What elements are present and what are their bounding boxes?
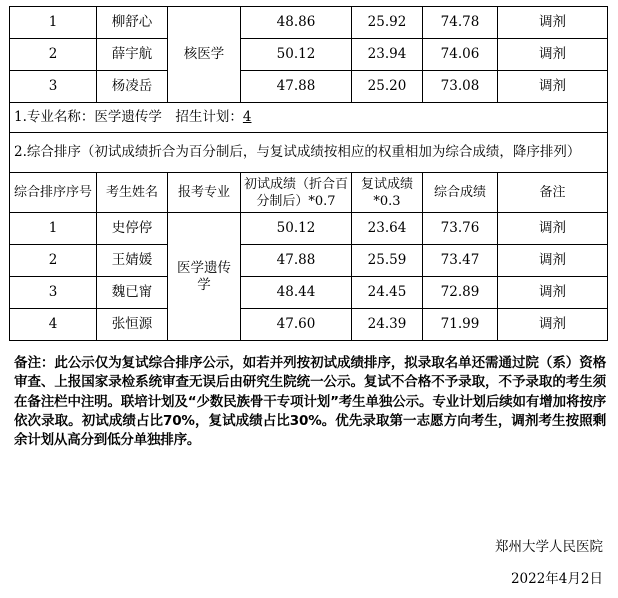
table-row <box>10 7 608 39</box>
admission-ranking-table <box>9 6 608 341</box>
table-row <box>10 309 608 341</box>
rank-cell: 3 <box>10 71 97 103</box>
organization-name: 郑州大学人民医院 <box>495 539 603 555</box>
header-major: 报考专业 <box>168 173 241 213</box>
header-initial-score: 初试成绩（折合百分制后）*0.7 <box>241 173 352 213</box>
rank-cell: 4 <box>10 309 97 341</box>
total-score-cell: 74.78 <box>423 7 498 39</box>
header-retest-score: 复试成绩*0.3 <box>352 173 423 213</box>
initial-score-cell: 47.60 <box>241 309 352 341</box>
retest-score-cell: 25.59 <box>352 245 423 277</box>
remark-cell: 调剂 <box>498 245 608 277</box>
table-row <box>10 277 608 309</box>
total-score-cell: 72.89 <box>423 277 498 309</box>
total-score-cell: 71.99 <box>423 309 498 341</box>
table-row <box>10 245 608 277</box>
initial-score-cell: 47.88 <box>241 71 352 103</box>
retest-score-cell: 24.45 <box>352 277 423 309</box>
name-cell: 薛宇航 <box>97 39 168 71</box>
rank-cell: 1 <box>10 213 97 245</box>
retest-score-cell: 23.94 <box>352 39 423 71</box>
rank-cell: 2 <box>10 39 97 71</box>
ranking-rule-info: 2.综合排序（初试成绩折合为百分制后，与复试成绩按相应的权重相加为综合成绩，降序排列） <box>10 133 608 173</box>
major-plan-info <box>10 103 608 133</box>
rank-cell: 1 <box>10 7 97 39</box>
name-cell: 张恒源 <box>97 309 168 341</box>
name-cell: 王婧媛 <box>97 245 168 277</box>
publish-date: 2022年4月2日 <box>510 571 603 587</box>
table-header-row <box>10 173 608 213</box>
initial-score-cell: 50.12 <box>241 39 352 71</box>
plan-count: 4 <box>242 109 252 125</box>
remark-cell: 调剂 <box>498 39 608 71</box>
major-cell: 医学遗传学 <box>168 213 241 341</box>
initial-score-cell: 48.86 <box>241 7 352 39</box>
major-cell: 核医学 <box>168 7 241 103</box>
notice-note: 备注：此公示仅为复试综合排序公示，如若并列按初试成绩排序，拟录取名单还需通过院（系）资格审查、上报国家录检系统审查无误后由研究生院统一公示。复试不合格不予录取，不予录取的考生须在备注栏中注明。联培计划及“少数民族骨干专项计划”考生单独公示。专业计划后续如有增加将按序依次录取。初试成绩占比70%，复试成绩占比30%。优先录取第一志愿方向考生，调剂考生按照剩余计划从高分到低分单独排序。 <box>14 355 606 449</box>
remark-cell: 调剂 <box>498 213 608 245</box>
retest-score-cell: 25.20 <box>352 71 423 103</box>
header-name: 考生姓名 <box>97 173 168 213</box>
retest-score-cell: 24.39 <box>352 309 423 341</box>
name-cell: 魏已甯 <box>97 277 168 309</box>
ranking-rule-row <box>10 133 608 173</box>
remark-cell: 调剂 <box>498 309 608 341</box>
header-remark: 备注 <box>498 173 608 213</box>
rank-cell: 2 <box>10 245 97 277</box>
rank-cell: 3 <box>10 277 97 309</box>
total-score-cell: 73.08 <box>423 71 498 103</box>
total-score-cell: 73.76 <box>423 213 498 245</box>
name-cell: 杨凌岳 <box>97 71 168 103</box>
retest-score-cell: 23.64 <box>352 213 423 245</box>
remark-cell: 调剂 <box>498 277 608 309</box>
remark-cell: 调剂 <box>498 71 608 103</box>
major-plan-label: 1.专业名称：医学遗传学 招生计划： <box>14 109 243 125</box>
initial-score-cell: 47.88 <box>241 245 352 277</box>
table-row <box>10 213 608 245</box>
total-score-cell: 73.47 <box>423 245 498 277</box>
name-cell: 柳舒心 <box>97 7 168 39</box>
header-rank: 综合排序序号 <box>10 173 97 213</box>
table-row <box>10 39 608 71</box>
table-row <box>10 71 608 103</box>
remark-cell: 调剂 <box>498 7 608 39</box>
retest-score-cell: 25.92 <box>352 7 423 39</box>
initial-score-cell: 48.44 <box>241 277 352 309</box>
initial-score-cell: 50.12 <box>241 213 352 245</box>
major-info-row <box>10 103 608 133</box>
name-cell: 史停停 <box>97 213 168 245</box>
header-total-score: 综合成绩 <box>423 173 498 213</box>
total-score-cell: 74.06 <box>423 39 498 71</box>
